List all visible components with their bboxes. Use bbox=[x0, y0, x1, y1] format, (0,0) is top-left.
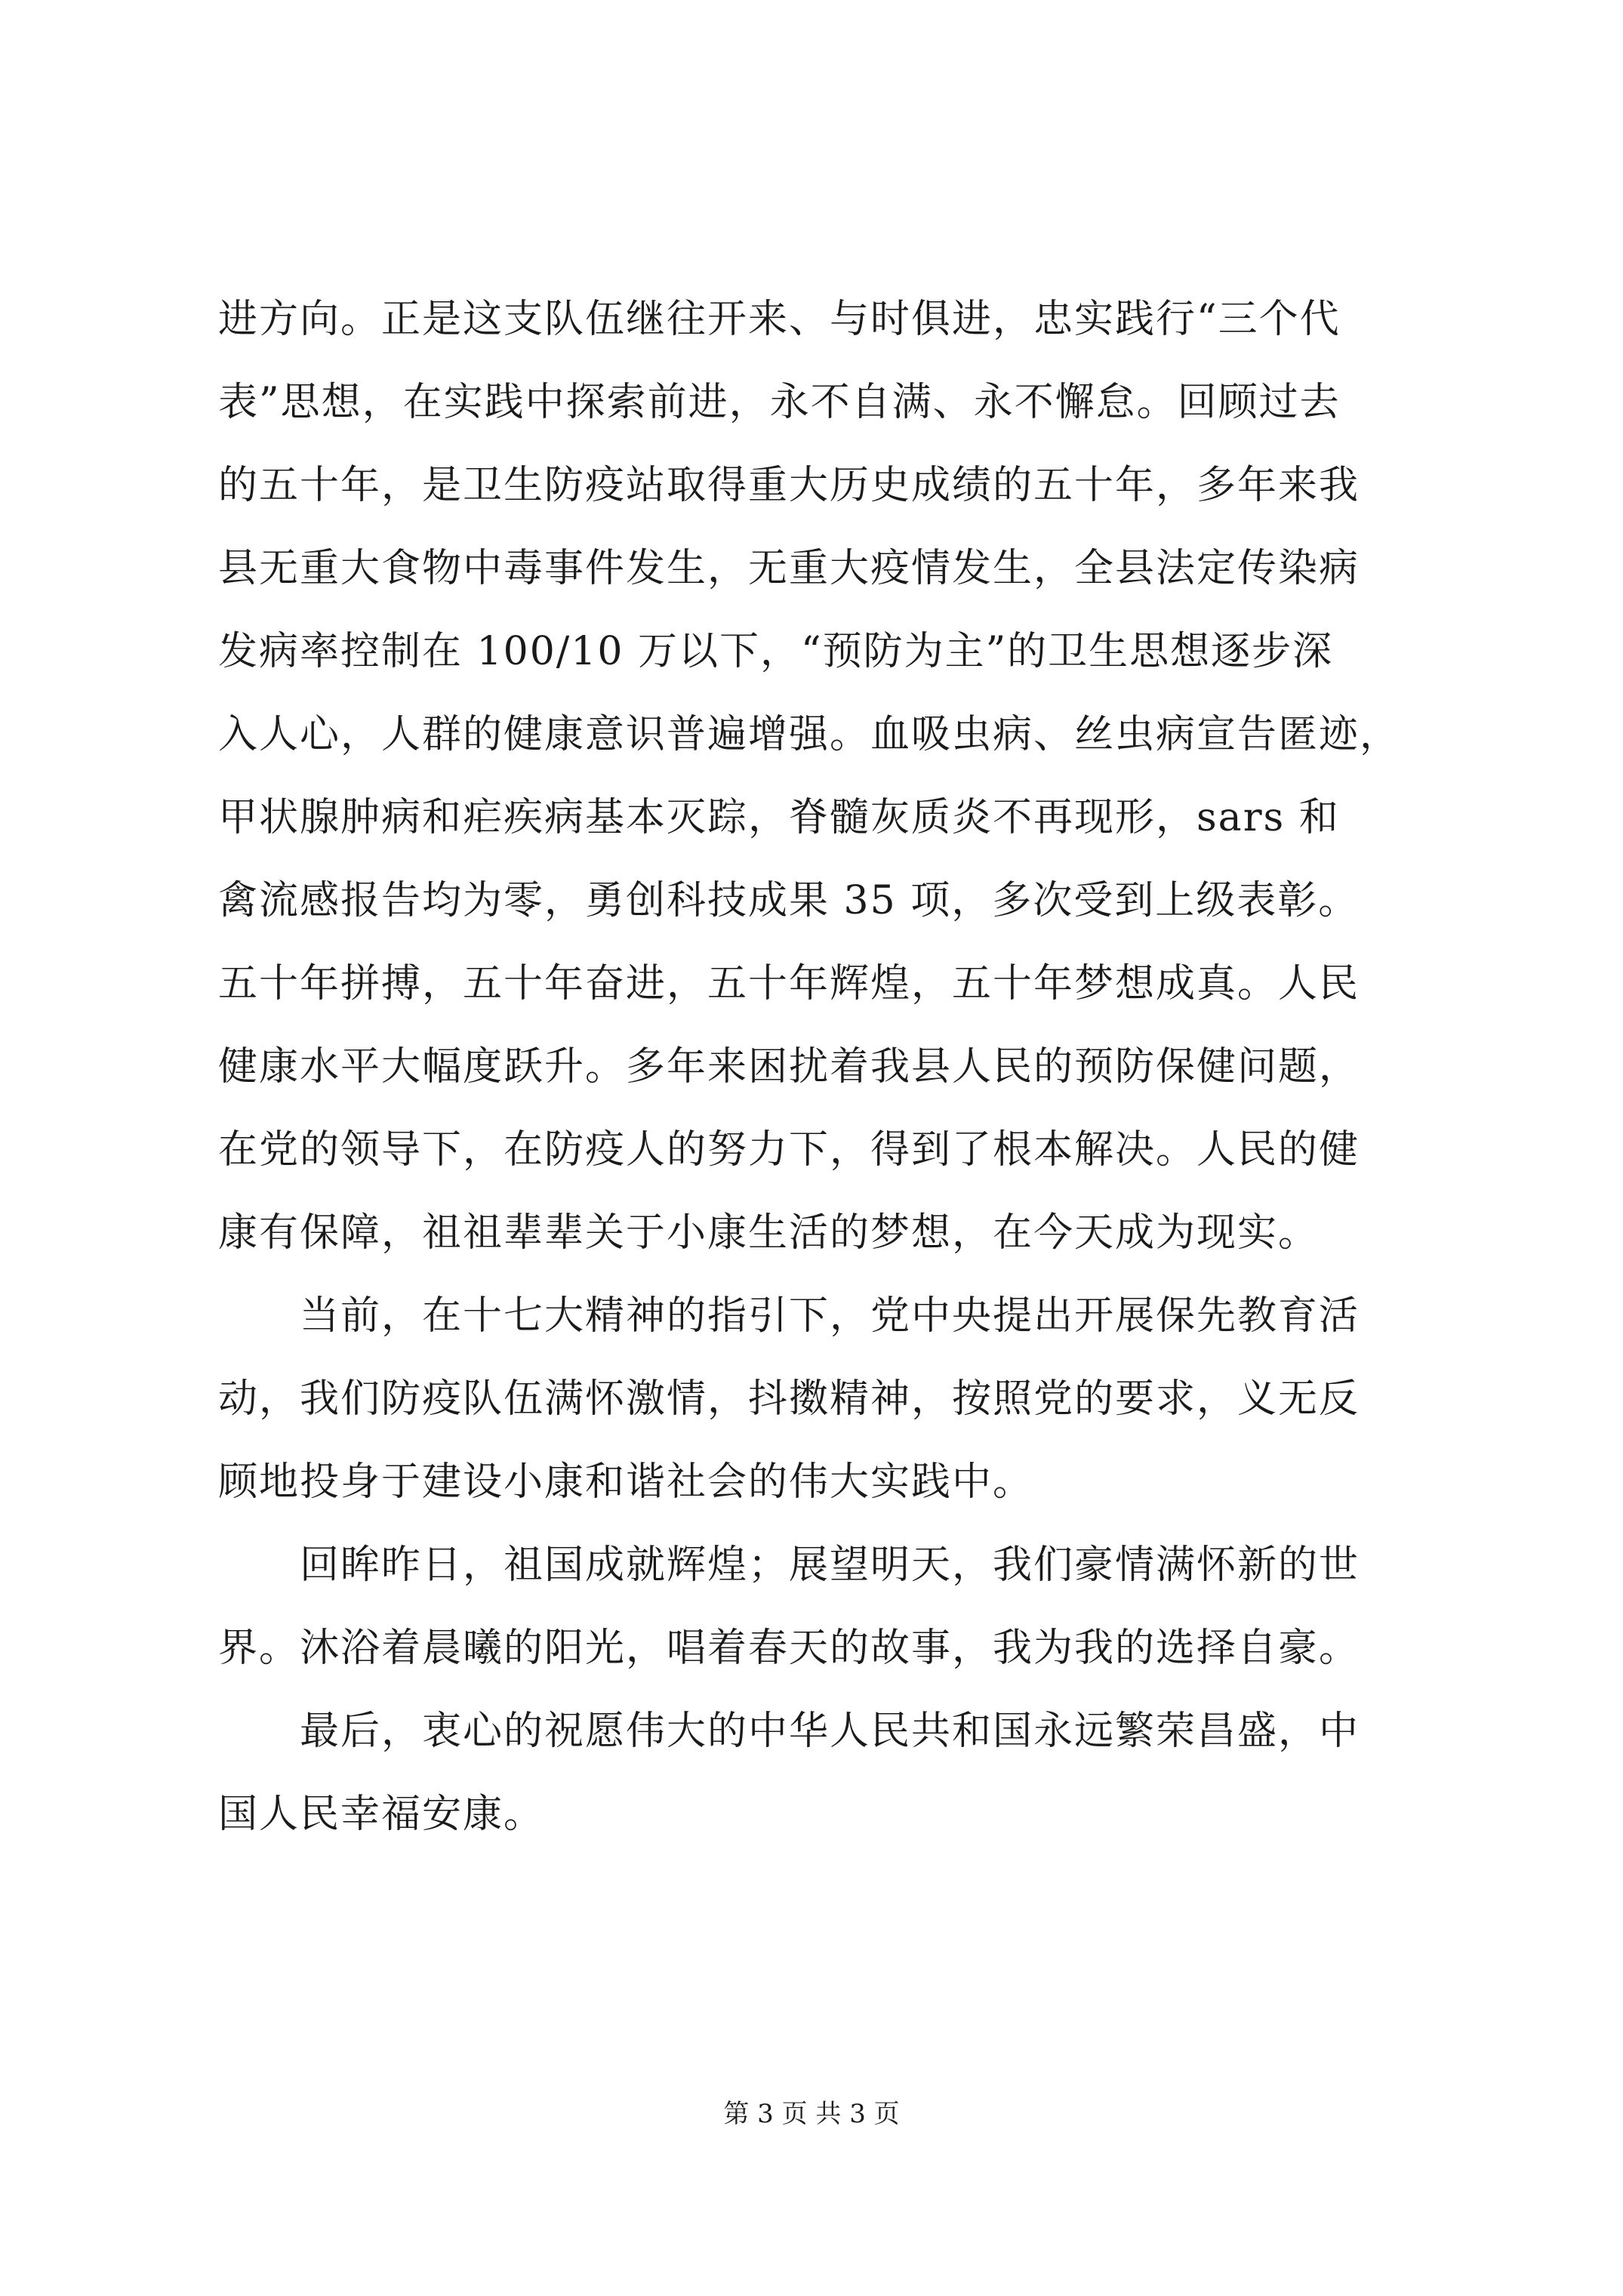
paragraph-start-line: 回眸昨日，祖国成就辉煌；展望明天，我们豪情满怀新的世 bbox=[300, 1542, 1360, 1588]
text-line: 顾地投身于建设小康和谐社会的伟大实践中。 bbox=[218, 1459, 1034, 1505]
text-line: 发病率控制在 100/10 万以下，“预防为主”的卫生思想逐步深 bbox=[218, 629, 1334, 674]
page-footer: 第 3 页 共 3 页 bbox=[723, 2099, 900, 2129]
text-line: 在党的领导下，在防疫人的努力下，得到了根本解决。人民的健 bbox=[218, 1127, 1360, 1173]
document-body bbox=[218, 278, 1405, 1856]
text-line: 禽流感报告均为零，勇创科技成果 35 项，多次受到上级表彰。 bbox=[218, 878, 1360, 923]
paragraph-start-line: 当前，在十七大精神的指引下，党中央提出开展保先教育活 bbox=[300, 1293, 1360, 1339]
text-line: 界。沐浴着晨曦的阳光，唱着春天的故事，我为我的选择自豪。 bbox=[218, 1626, 1360, 1671]
text-line: 动，我们防疫队伍满怀激情，抖擞精神，按照党的要求，义无反 bbox=[218, 1376, 1360, 1422]
text-line: 健康水平大幅度跃升。多年来困扰着我县人民的预防保健问题， bbox=[218, 1044, 1360, 1089]
text-line: 五十年拼搏，五十年奋进，五十年辉煌，五十年梦想成真。人民 bbox=[218, 961, 1360, 1006]
text-line: 国人民幸福安康。 bbox=[218, 1792, 545, 1837]
text-line: 康有保障，祖祖辈辈关于小康生活的梦想，在今天成为现实。 bbox=[218, 1210, 1320, 1256]
text-line: 县无重大食物中毒事件发生，无重大疫情发生，全县法定传染病 bbox=[218, 546, 1360, 591]
text-line: 进方向。正是这支队伍继往开来、与时俱进，忠实践行“三个代 bbox=[218, 297, 1341, 342]
text-line: 的五十年，是卫生防疫站取得重大历史成绩的五十年，多年来我 bbox=[218, 463, 1360, 508]
paragraph-start-line: 最后，衷心的祝愿伟大的中华人民共和国永远繁荣昌盛，中 bbox=[300, 1709, 1360, 1754]
text-line: 入人心，人群的健康意识普遍增强。血吸虫病、丝虫病宣告匿迹， bbox=[218, 712, 1401, 757]
text-line: 表”思想，在实践中探索前进，永不自满、永不懈怠。回顾过去 bbox=[218, 380, 1341, 425]
text-line: 甲状腺肿病和疟疾病基本灭踪，脊髓灰质炎不再现形，sars 和 bbox=[218, 795, 1340, 840]
